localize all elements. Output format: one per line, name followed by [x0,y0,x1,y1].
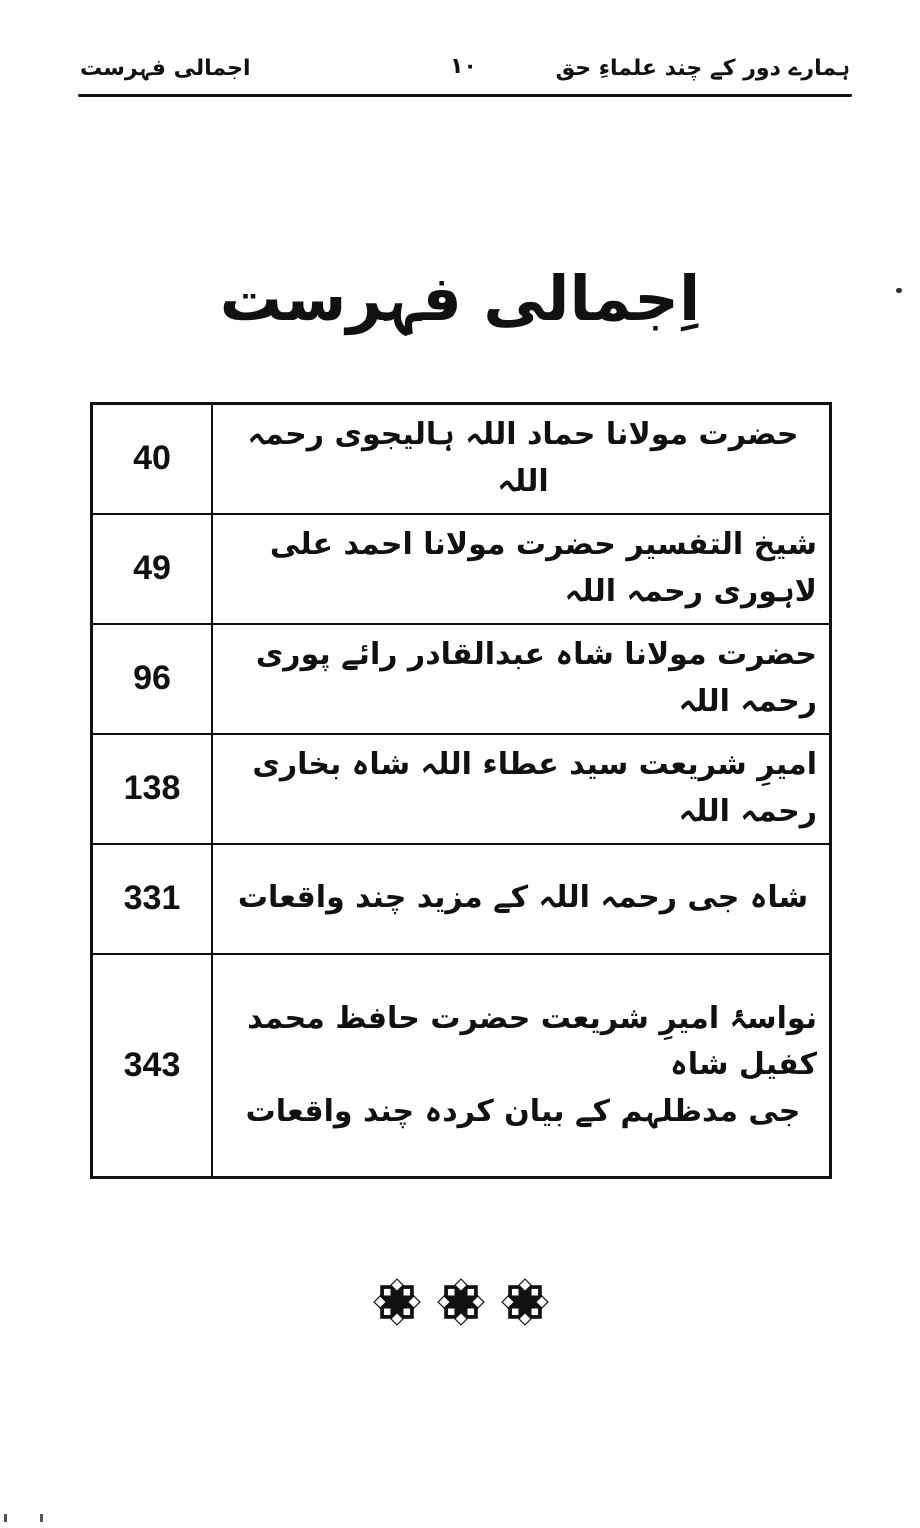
toc-page-number: 40 [92,404,213,514]
toc-entry-line: نواسۂ امیرِ شریعت حضرت حافظ محمد کفیل شاہ [247,1000,817,1082]
eight-point-star-icon [497,1274,553,1330]
toc-entry-line: حضرت مولانا شاہ عبدالقادر رائے پوری رحمہ اللہ [255,637,817,719]
toc-entry-title [212,404,831,514]
page-title: اِجمالی فہرست [219,262,701,335]
toc-entry-line: شیخ التفسیر حضرت مولانا احمد علی لاہوری رحمہ اللہ [269,527,817,609]
toc-entry-title [212,844,831,954]
scan-artifact [40,1514,43,1522]
table-row [92,624,831,734]
toc-entry-line: امیرِ شریعت سید عطاء اللہ شاہ بخاری رحمہ اللہ [252,747,817,829]
table-row [92,954,831,1178]
toc-entry-line: جی مدظلہم کے بیان کردہ چند واقعات [245,1093,801,1129]
table-row [92,734,831,844]
table-row [92,514,831,624]
toc-table [90,402,832,1179]
toc-entry-title [212,954,831,1178]
toc-entry-title [212,624,831,734]
running-header [80,52,850,92]
table-row [92,844,831,954]
toc-entry-title [212,514,831,624]
eight-point-star-icon [369,1274,425,1330]
running-header-section-title: اجمالی فہرست [80,56,251,81]
table-row [92,404,831,514]
toc-page-number: 138 [92,734,213,844]
scan-artifact [4,1514,7,1522]
toc-page-number: 49 [92,514,213,624]
header-rule [78,94,852,97]
toc-page-number: 96 [92,624,213,734]
eight-point-star-icon [433,1274,489,1330]
toc-page-number: 343 [92,954,213,1178]
toc-entry-title [212,734,831,844]
running-header-book-title: ہمارے دور کے چند علماءِ حق [555,56,850,81]
toc-page-number: 331 [92,844,213,954]
section-end-ornaments [366,1272,556,1332]
page-number: ۱۰ [450,54,477,79]
toc-entry-line: حضرت مولانا حماد اللہ ہالیجوی رحمہ اللہ [247,417,799,499]
toc-entry-line: شاہ جی رحمہ اللہ کے مزید چند واقعات [237,880,809,916]
